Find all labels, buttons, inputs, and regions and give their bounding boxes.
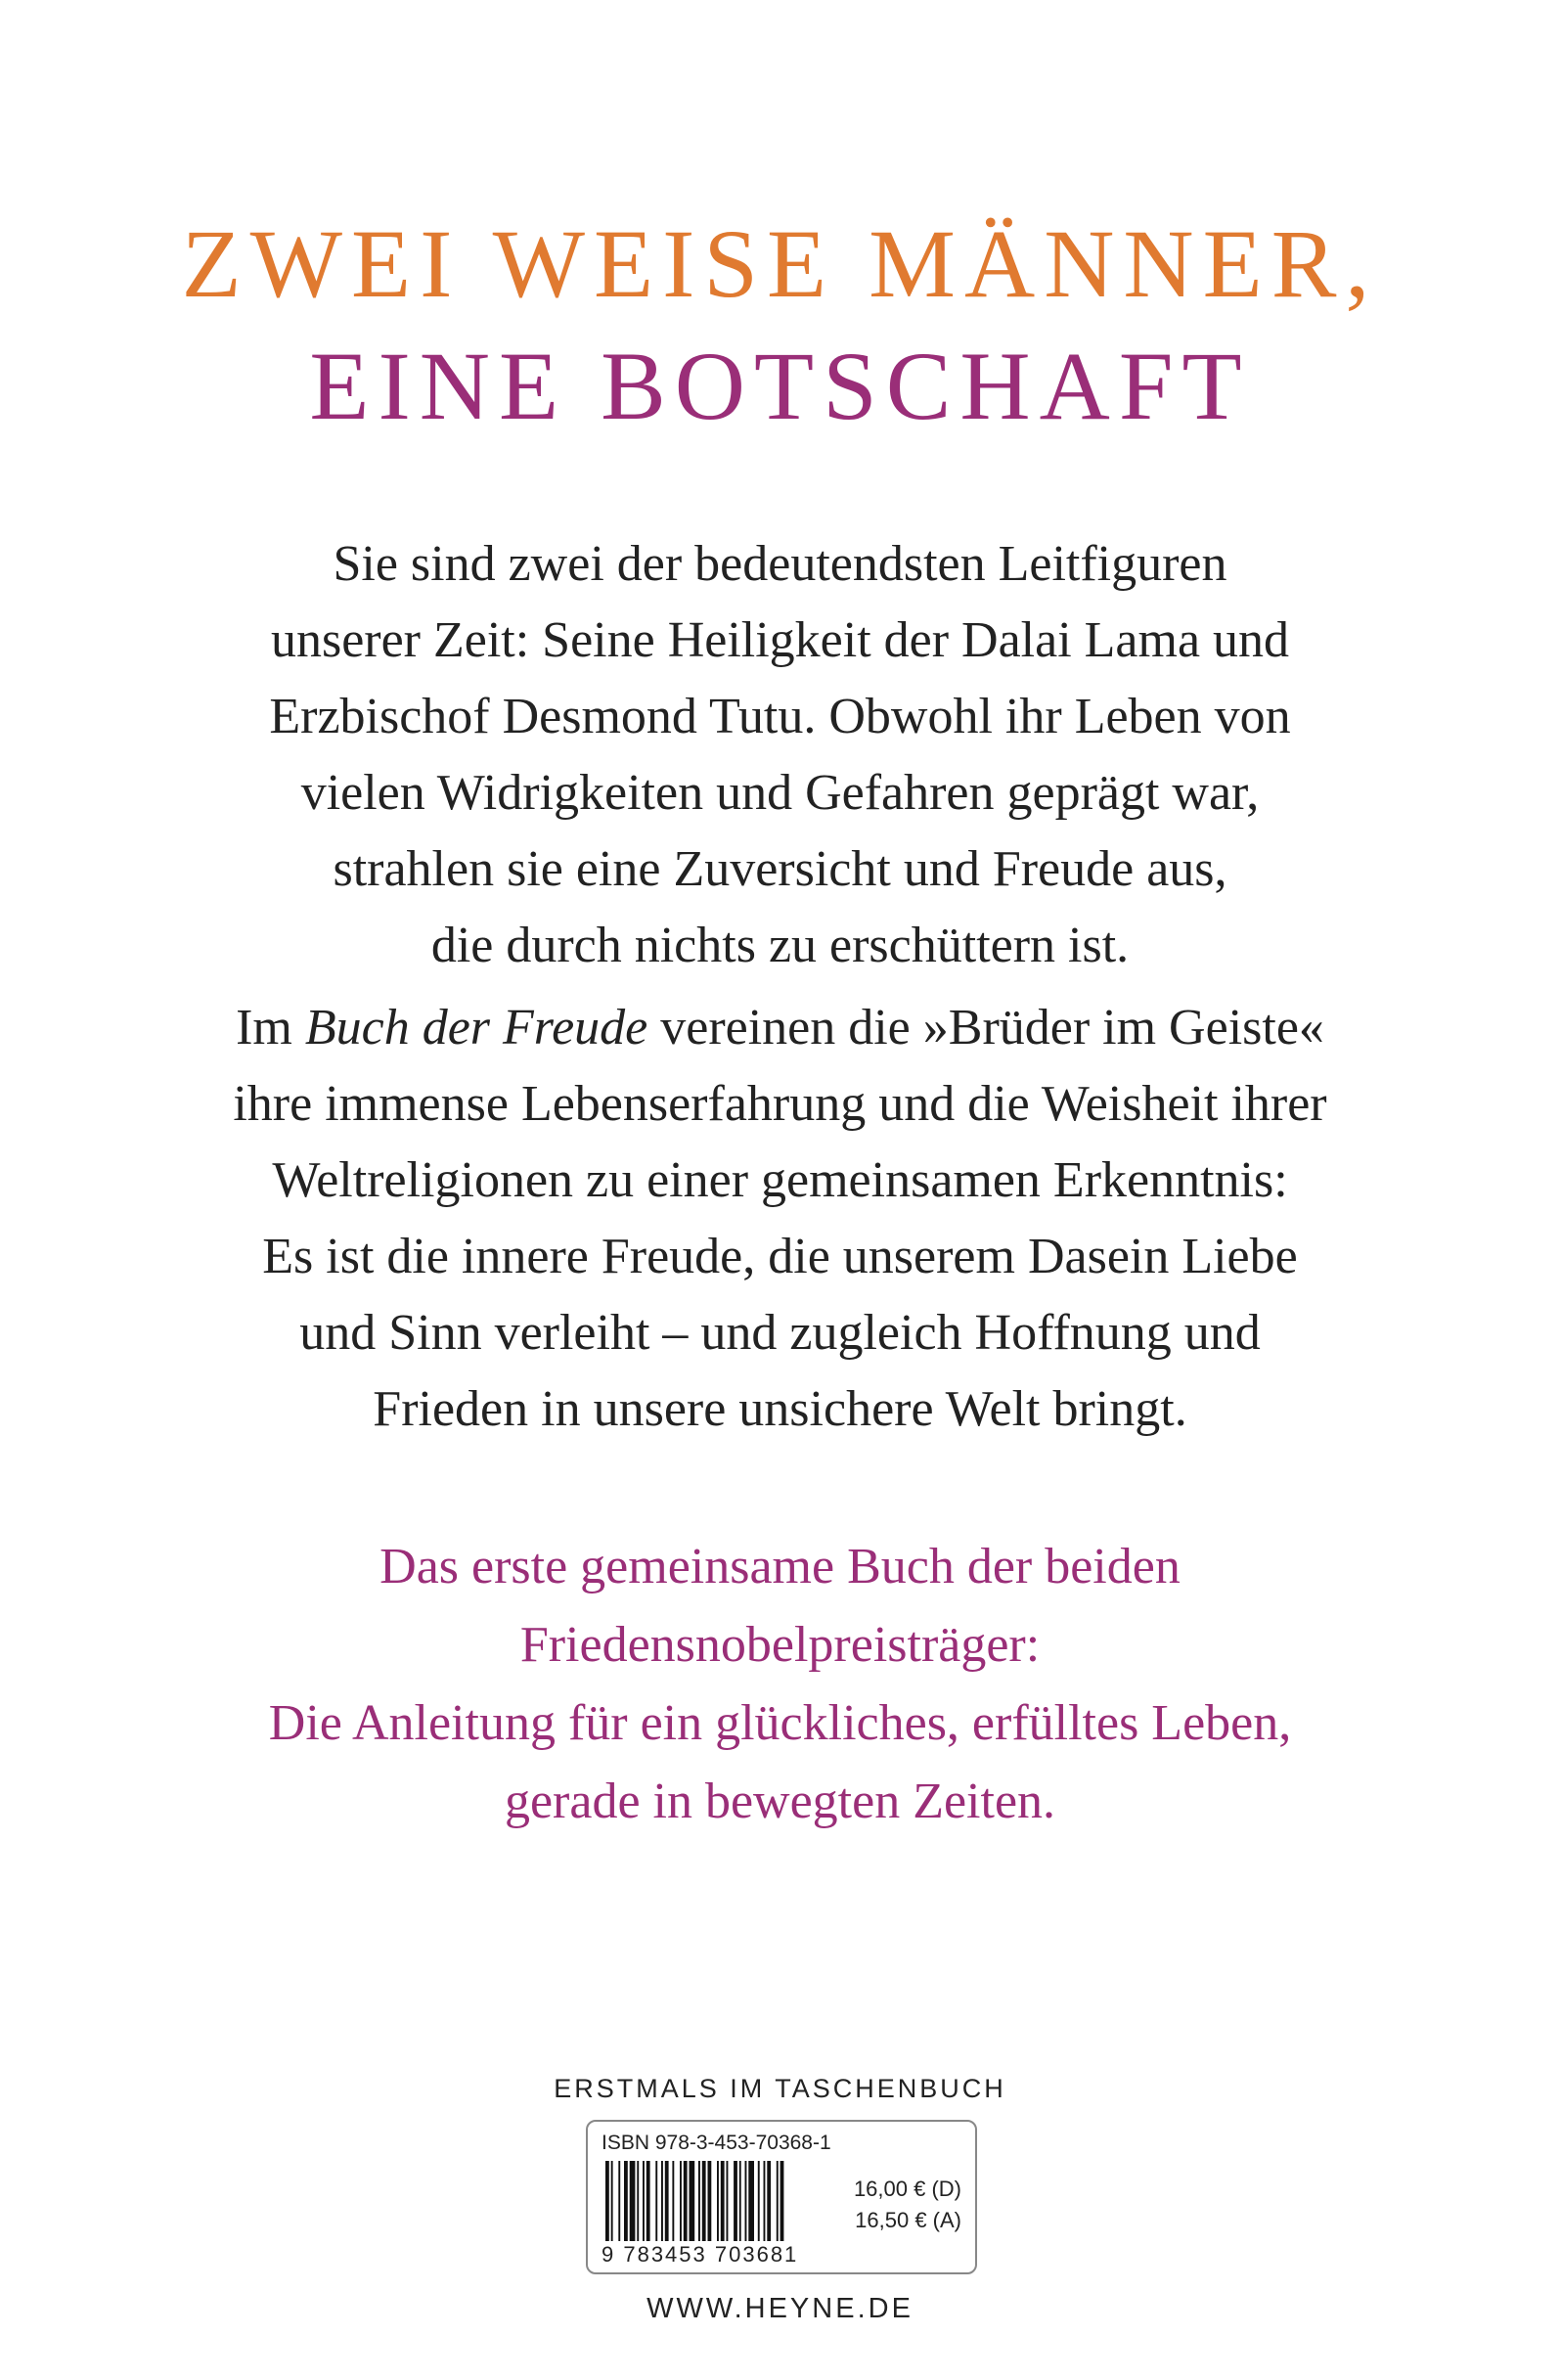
text-fragment: Im bbox=[236, 1000, 305, 1055]
barcode-bar bbox=[605, 2161, 609, 2241]
barcode-bar bbox=[655, 2161, 657, 2241]
promo-line: Das erste gemeinsame Buch der beiden bbox=[379, 1539, 1181, 1594]
barcode-bar bbox=[734, 2161, 737, 2241]
text-line: Sie sind zwei der bedeutendsten Leitfiguren bbox=[333, 536, 1227, 592]
promo-line: Friedensnobelpreisträger: bbox=[519, 1617, 1041, 1673]
isbn-label: ISBN 978-3-453-70368-1 bbox=[602, 2132, 831, 2154]
barcode-bar bbox=[661, 2161, 663, 2241]
text-line: und Sinn verleiht – und zugleich Hoffnung und bbox=[299, 1305, 1261, 1361]
text-line: strahlen sie eine Zuversicht und Freude aus, bbox=[333, 841, 1227, 897]
promo-line: gerade in bewegten Zeiten. bbox=[504, 1774, 1056, 1829]
barcode-bar bbox=[727, 2161, 729, 2241]
barcode-bar bbox=[708, 2161, 712, 2241]
text-line: die durch nichts zu erschüttern ist. bbox=[430, 918, 1130, 973]
text-line: unserer Zeit: Seine Heiligkeit der Dalai Lama und bbox=[270, 612, 1290, 668]
text-line: Es ist die innere Freude, die unserem Dasein Liebe bbox=[262, 1229, 1298, 1284]
first-edition-label: ERSTMALS IM TASCHENBUCH bbox=[554, 2074, 1006, 2103]
text-line: ihre immense Lebenserfahrung und die Weisheit ihrer bbox=[233, 1076, 1327, 1132]
headline-line-2: EINE BOTSCHAFT bbox=[309, 332, 1251, 440]
price-austria: 16,50 € (A) bbox=[855, 2208, 961, 2232]
promo-line: Die Anleitung für ein glückliches, erfülltes Leben, bbox=[268, 1695, 1292, 1751]
barcode-bar bbox=[680, 2161, 682, 2241]
barcode-bar bbox=[643, 2161, 645, 2241]
barcode-bar bbox=[777, 2161, 779, 2241]
barcode-bar bbox=[748, 2161, 754, 2241]
barcode-bar bbox=[698, 2161, 700, 2241]
price-germany: 16,00 € (D) bbox=[853, 2177, 961, 2201]
barcode-bar bbox=[745, 2161, 747, 2241]
barcode-bar bbox=[646, 2161, 650, 2241]
barcode-bar bbox=[665, 2161, 669, 2241]
publisher-website: WWW.HEYNE.DE bbox=[646, 2293, 914, 2324]
barcode-bar bbox=[758, 2161, 760, 2241]
barcode-bar bbox=[690, 2161, 695, 2241]
barcode-bar bbox=[702, 2161, 706, 2241]
barcode-box bbox=[586, 2120, 977, 2274]
headline-line-1: ZWEI WEISE MÄNNER, bbox=[181, 209, 1379, 318]
barcode-digits: 9 783453 703681 bbox=[602, 2242, 799, 2267]
barcode-bar bbox=[637, 2161, 639, 2241]
barcode-bar bbox=[630, 2161, 636, 2241]
blurb-paragraph-1 bbox=[147, 526, 1413, 984]
barcode-bar bbox=[624, 2161, 628, 2241]
barcode-bar bbox=[672, 2161, 674, 2241]
barcode-icon bbox=[605, 2161, 835, 2241]
text-line: Weltreligionen zu einer gemeinsamen Erkenntnis: bbox=[272, 1152, 1288, 1208]
promo-text bbox=[147, 1528, 1413, 1841]
blurb-paragraph-2 bbox=[147, 990, 1413, 1448]
text-line: Frieden in unsere unsichere Welt bringt. bbox=[373, 1381, 1187, 1437]
barcode-bar bbox=[717, 2161, 719, 2241]
text-line: Erzbischof Desmond Tutu. Obwohl ihr Leben von bbox=[269, 689, 1291, 744]
text-line bbox=[147, 990, 1413, 1066]
barcode-bar bbox=[767, 2161, 771, 2241]
barcode-bar bbox=[611, 2161, 613, 2241]
barcode-bar bbox=[618, 2161, 620, 2241]
barcode-bar bbox=[721, 2161, 725, 2241]
text-line: vielen Widrigkeiten und Gefahren geprägt war, bbox=[300, 765, 1260, 821]
barcode-bar bbox=[684, 2161, 688, 2241]
barcode-bar bbox=[739, 2161, 741, 2241]
barcode-bar bbox=[764, 2161, 766, 2241]
book-title-italic: Buch der Freude bbox=[304, 1000, 648, 1055]
barcode-bar bbox=[780, 2161, 784, 2241]
text-fragment: vereinen die »Brüder im Geiste« bbox=[647, 1000, 1324, 1055]
